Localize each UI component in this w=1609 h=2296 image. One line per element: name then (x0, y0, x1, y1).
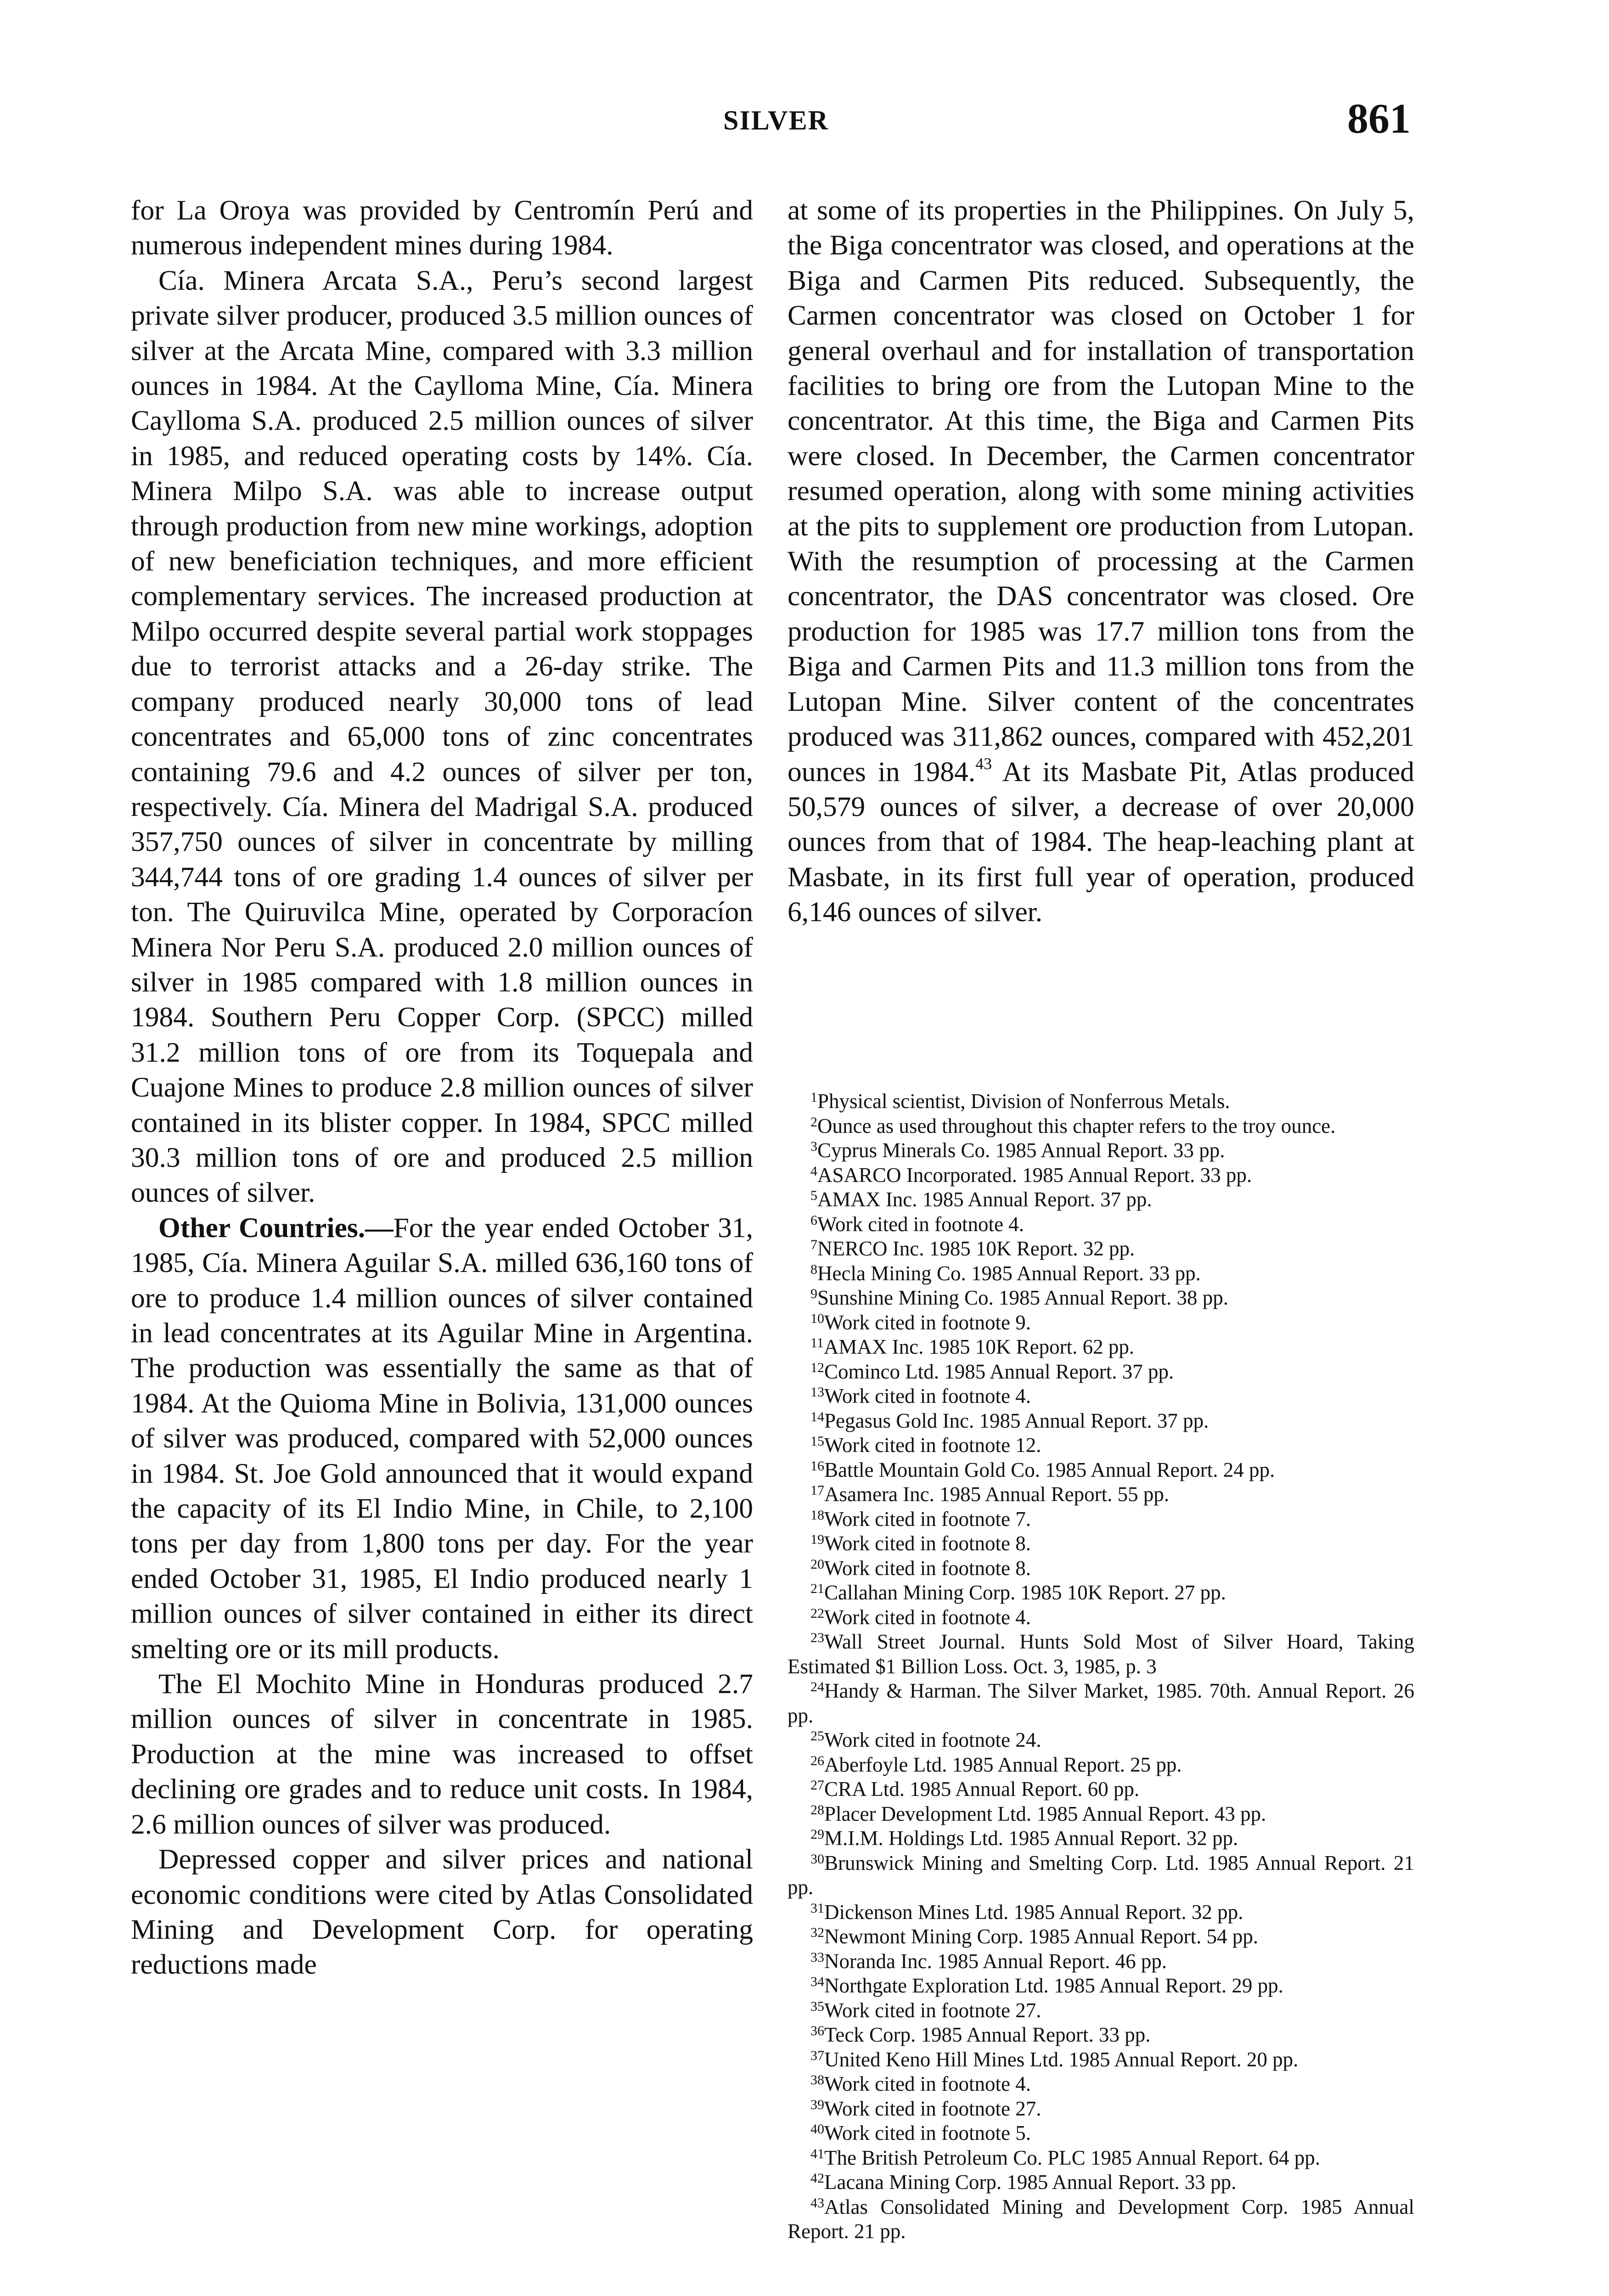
footnote-number: 22 (810, 1605, 824, 1621)
footnote-19 (788, 1531, 1414, 1556)
footnote-text: Noranda Inc. 1985 Annual Report. 46 pp. (824, 1949, 1167, 1973)
footnote-text: Wall Street Journal. Hunts Sold Most of Silver Hoard, Taking Estimated $1 Billion Loss. Oct. 3, 1985, p. 3 (788, 1630, 1414, 1678)
footnote-text: Atlas Consolidated Mining and Development Corp. 1985 Annual Report. 21 pp. (788, 2195, 1414, 2243)
footnote-30 (788, 1851, 1414, 1900)
footnote-number: 33 (810, 1949, 824, 1965)
footnote-number: 18 (810, 1507, 824, 1523)
footnote-text: Work cited in footnote 9. (824, 1311, 1031, 1334)
footnote-31 (788, 1900, 1414, 1925)
footnote-25 (788, 1728, 1414, 1753)
footnote-number: 6 (810, 1212, 817, 1228)
footnote-9 (788, 1286, 1414, 1311)
footnote-2 (788, 1114, 1414, 1139)
footnote-number: 42 (810, 2171, 824, 2186)
footnote-number: 15 (810, 1434, 824, 1449)
footnote-number: 14 (810, 1409, 824, 1424)
page-header (0, 0, 1609, 184)
footnotes (788, 1089, 1414, 2244)
footnote-number: 31 (810, 1900, 824, 1916)
footnote-number: 11 (810, 1335, 824, 1351)
footnote-35 (788, 1998, 1414, 2023)
footnote-number: 39 (810, 2097, 824, 2112)
footnote-26 (788, 1753, 1414, 1778)
footnote-20 (788, 1556, 1414, 1581)
footnote-number: 19 (810, 1532, 824, 1547)
footnote-number: 27 (810, 1778, 824, 1793)
footnote-text: Work cited in footnote 4. (824, 2072, 1031, 2095)
footnote-text: Cominco Ltd. 1985 Annual Report. 37 pp. (824, 1360, 1174, 1383)
footnote-number: 12 (810, 1360, 824, 1375)
footnote-number: 3 (810, 1139, 817, 1154)
footnote-42 (788, 2170, 1414, 2195)
footnote-10 (788, 1311, 1414, 1335)
footnote-5 (788, 1187, 1414, 1212)
paragraph: Cía. Minera Arcata S.A., Peru’s second largest private silver producer, produced 3.5 million ounces of silver at the Arcata Mine, compared with 3.3 million ounces in 1984. At the Caylloma Mine, Cía. Minera Caylloma S.A. produced 2.5 million ounces of silver in 1985, and reduced operating costs by 14%. Cía. Minera Milpo S.A. was able to increase output through production from new mine workings, adoption of new beneficiation techniques, and more efficient complementary services. The increased production at Milpo occurred despite several partial work stoppages due to terrorist attacks and a 26-day strike. The company produced nearly 30,000 tons of lead concentrates and 65,000 tons of zinc concentrates containing 79.6 and 4.2 ounces of silver per ton, respectively. Cía. Minera del Madrigal S.A. produced 357,750 ounces of silver in concentrate by milling 344,744 tons of ore grading 1.4 ounces of silver per ton. The Quiruvilca Mine, operated by Corporacíon Minera Nor Peru S.A. produced 2.0 million ounces of silver in 1985 compared with 1.8 million ounces in 1984. Southern Peru Copper Corp. (SPCC) milled 31.2 million tons of ore from its Toquepala and Cuajone Mines to produce 2.8 million ounces of silver contained in its blister copper. In 1984, SPCC milled 30.3 million tons of ore and produced 2.5 million ounces of silver. (131, 264, 753, 1209)
footnote-number: 4 (810, 1163, 817, 1179)
footnote-number: 30 (810, 1851, 824, 1867)
footnote-29 (788, 1826, 1414, 1851)
footnote-number: 16 (810, 1458, 824, 1474)
footnote-text: Physical scientist, Division of Nonferrous Metals. (817, 1090, 1230, 1113)
footnote-text: Work cited in footnote 4. (817, 1212, 1024, 1236)
paragraph: for La Oroya was provided by Centromín Perú and numerous independent mines during 1984. (131, 195, 753, 261)
footnote-24 (788, 1679, 1414, 1728)
footnote-text: Work cited in footnote 5. (824, 2122, 1031, 2144)
footnote-number: 7 (810, 1237, 817, 1252)
footnote-8 (788, 1261, 1414, 1286)
footnote-number: 28 (810, 1802, 824, 1818)
footnote-28 (788, 1802, 1414, 1827)
page-number: 861 (1347, 95, 1411, 142)
footnote-37 (788, 2048, 1414, 2072)
footnote-text: Placer Development Ltd. 1985 Annual Report. 43 pp. (824, 1802, 1266, 1825)
footnote-text: Lacana Mining Corp. 1985 Annual Report. 33 pp. (824, 2171, 1237, 2194)
paragraph: The El Mochito Mine in Honduras produced 2.7 million ounces of silver in concentrate in 1985. Production at the mine was increased to offset declining ore grades and to reduce unit costs. In 1984, 2.6 million ounces of silver was produced. (131, 1668, 753, 1840)
footnote-text: Work cited in footnote 27. (824, 1998, 1041, 2022)
footnote-text: Callahan Mining Corp. 1985 10K Report. 27 pp. (824, 1581, 1226, 1604)
footnote-number: 8 (810, 1261, 817, 1277)
footnote-number: 40 (810, 2122, 824, 2137)
footnote-number: 35 (810, 1998, 824, 2014)
footnote-reference: 43 (975, 754, 992, 773)
footnote-number: 13 (810, 1384, 824, 1400)
footnote-text: AMAX Inc. 1985 Annual Report. 37 pp. (817, 1188, 1152, 1211)
footnote-text: Aberfoyle Ltd. 1985 Annual Report. 25 pp. (824, 1753, 1182, 1776)
paragraph-text: For the year ended October 31, 1985, Cía. Minera Aguilar S.A. milled 636,160 tons of ore to produce 1.4 million ounces of silver contained in lead concentrates at its Aguilar Mine in Argentina. The production was essentially the same as that of 1984. At the Quioma Mine in Bolivia, 131,000 ounces of silver was produced, compared with 52,000 ounces in 1984. St. Joe Gold announced that it would expand the capacity of its El Indio Mine, in Chile, to 2,100 tons per day from 1,800 tons per day. For the year ended October 31, 1985, El Indio produced nearly 1 million ounces of silver contained in either its direct smelting ore or its mill products. (131, 1212, 753, 1665)
footnote-15 (788, 1433, 1414, 1458)
paragraph-text: At its Masbate Pit, Atlas produced 50,579 ounces of silver, a decrease of over 20,000 ounces from that of 1984. The heap-leaching plant at Masbate, in its first full year of operation, produced 6,146 ounces of silver. (788, 756, 1414, 928)
footnote-number: 9 (810, 1286, 817, 1301)
footnote-number: 17 (810, 1483, 824, 1498)
footnote-40 (788, 2121, 1414, 2146)
footnote-text: The British Petroleum Co. PLC 1985 Annual Report. 64 pp. (824, 2146, 1320, 2169)
footnote-11 (788, 1335, 1414, 1360)
paragraph (788, 193, 1414, 930)
footnote-text: Work cited in footnote 8. (824, 1556, 1031, 1580)
footnote-14 (788, 1409, 1414, 1434)
left-column (131, 193, 753, 1982)
footnote-text: Battle Mountain Gold Co. 1985 Annual Report. 24 pp. (824, 1458, 1275, 1481)
footnote-16 (788, 1458, 1414, 1483)
footnote-7 (788, 1237, 1414, 1261)
footnote-number: 2 (810, 1114, 817, 1130)
footnote-number: 38 (810, 2072, 824, 2088)
footnote-text: Work cited in footnote 24. (824, 1728, 1041, 1751)
footnote-text: Ounce as used throughout this chapter refers to the troy ounce. (817, 1114, 1336, 1137)
footnote-number: 43 (810, 2195, 824, 2211)
footnote-36 (788, 2023, 1414, 2048)
footnote-text: ASARCO Incorporated. 1985 Annual Report. 33 pp. (817, 1163, 1252, 1187)
footnote-13 (788, 1384, 1414, 1409)
paragraph: Depressed copper and silver prices and national economic conditions were cited by Atlas Consolidated Mining and Development Corp. for operating reductions made (131, 1844, 753, 1981)
footnote-39 (788, 2097, 1414, 2122)
footnote-43 (788, 2195, 1414, 2244)
footnote-text: Work cited in footnote 4. (824, 1384, 1031, 1407)
footnote-number: 25 (810, 1728, 824, 1744)
footnote-text: AMAX Inc. 1985 10K Report. 62 pp. (823, 1335, 1135, 1358)
footnote-1 (788, 1089, 1414, 1114)
footnote-text: Asamera Inc. 1985 Annual Report. 55 pp. (824, 1483, 1170, 1506)
footnote-text: M.I.M. Holdings Ltd. 1985 Annual Report. 32 pp. (824, 1827, 1238, 1850)
footnote-number: 36 (810, 2023, 824, 2038)
footnote-text: Handy & Harman. The Silver Market, 1985. 70th. Annual Report. 26 pp. (788, 1679, 1414, 1727)
footnote-number: 20 (810, 1556, 824, 1572)
footnote-22 (788, 1605, 1414, 1630)
footnote-number: 34 (810, 1974, 824, 1989)
footnote-text: Work cited in footnote 12. (824, 1434, 1041, 1457)
footnote-text: Work cited in footnote 4. (824, 1605, 1031, 1629)
section-heading: Other Countries.— (158, 1212, 394, 1244)
footnote-18 (788, 1507, 1414, 1532)
footnote-number: 37 (810, 2048, 824, 2063)
footnote-text: Hecla Mining Co. 1985 Annual Report. 33 pp. (817, 1261, 1201, 1285)
footnote-38 (788, 2072, 1414, 2097)
paragraph (131, 1210, 753, 1666)
footnote-number: 21 (810, 1581, 824, 1596)
footnote-text: United Keno Hill Mines Ltd. 1985 Annual Report. 20 pp. (824, 2048, 1299, 2071)
footnote-number: 5 (810, 1188, 817, 1203)
right-column (788, 193, 1414, 930)
footnote-12 (788, 1360, 1414, 1384)
footnote-17 (788, 1482, 1414, 1507)
footnote-4 (788, 1163, 1414, 1188)
footnote-32 (788, 1925, 1414, 1949)
footnote-text: Sunshine Mining Co. 1985 Annual Report. 38 pp. (817, 1286, 1229, 1309)
footnote-number: 41 (810, 2146, 824, 2161)
footnote-number: 23 (810, 1630, 824, 1645)
footnote-text: Dickenson Mines Ltd. 1985 Annual Report. 32 pp. (824, 1900, 1243, 1924)
footnote-27 (788, 1777, 1414, 1802)
footnote-number: 10 (810, 1311, 824, 1326)
footnote-text: Brunswick Mining and Smelting Corp. Ltd. 1985 Annual Report. 21 pp. (788, 1851, 1414, 1899)
footnote-21 (788, 1581, 1414, 1605)
footnote-text: Teck Corp. 1985 Annual Report. 33 pp. (824, 2023, 1151, 2046)
footnote-text: Work cited in footnote 27. (824, 2097, 1041, 2120)
footnote-3 (788, 1138, 1414, 1163)
footnote-number: 26 (810, 1753, 824, 1768)
footnote-6 (788, 1212, 1414, 1237)
running-title: SILVER (723, 105, 829, 135)
footnote-34 (788, 1974, 1414, 1998)
footnote-text: Work cited in footnote 8. (824, 1532, 1031, 1555)
footnote-text: NERCO Inc. 1985 10K Report. 32 pp. (817, 1237, 1135, 1260)
footnote-23 (788, 1630, 1414, 1679)
footnote-text: Northgate Exploration Ltd. 1985 Annual Report. 29 pp. (824, 1974, 1283, 1997)
footnote-text: Pegasus Gold Inc. 1985 Annual Report. 37 pp. (824, 1409, 1209, 1432)
footnote-text: CRA Ltd. 1985 Annual Report. 60 pp. (824, 1778, 1140, 1801)
footnote-text: Cyprus Minerals Co. 1985 Annual Report. 33 pp. (817, 1139, 1225, 1162)
footnote-41 (788, 2146, 1414, 2171)
footnote-number: 24 (810, 1679, 824, 1694)
footnote-text: Newmont Mining Corp. 1985 Annual Report. 54 pp. (824, 1925, 1258, 1948)
paragraph-text: at some of its properties in the Philippines. On July 5, the Biga concentrator was closed, and operations at the Biga and Carmen Pits reduced. Subsequently, the Carmen concentrator was closed on October 1 for general overhaul and for installation of transportation facilities to bring ore from the Lutopan Mine to the concentrator. At this time, the Biga and Carmen Pits were closed. In December, the Carmen concentrator resumed operation, along with some mining activities at the pits to supplement ore production from Lutopan. With the resumption of processing at the Carmen concentrator, the DAS concentrator was closed. Ore production for 1985 was 17.7 million tons from the Biga and Carmen Pits and 11.3 million tons from the Lutopan Mine. Silver content of the concentrates produced was 311,862 ounces, compared with 452,201 ounces in 1984. (788, 195, 1414, 788)
footnote-text: Work cited in footnote 7. (824, 1507, 1031, 1531)
footnote-number: 29 (810, 1827, 824, 1842)
footnote-number: 32 (810, 1925, 824, 1940)
footnote-33 (788, 1949, 1414, 1974)
footnote-number: 1 (810, 1090, 817, 1105)
